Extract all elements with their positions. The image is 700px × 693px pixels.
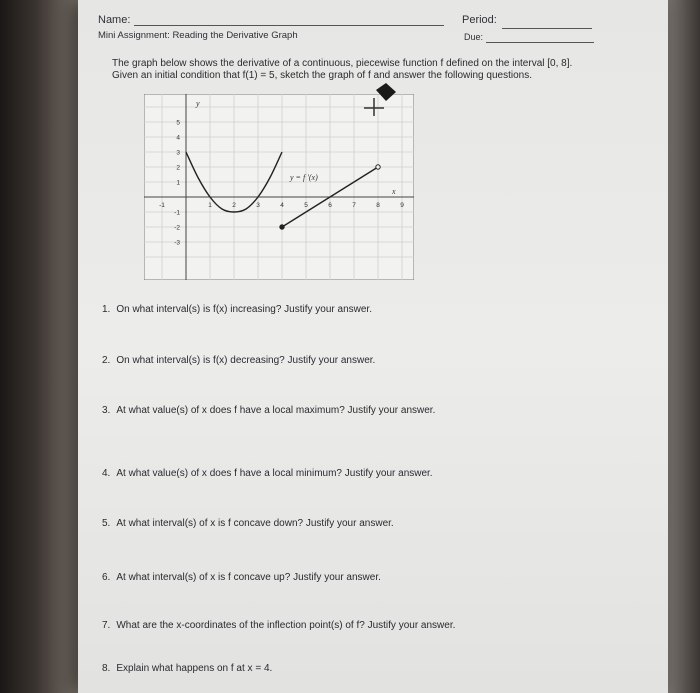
derivative-graph: [144, 94, 414, 280]
worksheet-page: [78, 0, 668, 693]
instructions-line-2: Given an initial condition that f(1) = 5, sketch the graph of f and answer the following questions.: [112, 70, 532, 81]
instructions-line-1: The graph below shows the derivative of a continuous, piecewise function f defined on the interval [0, 8].: [112, 58, 573, 69]
question-7: 7. What are the x-coordinates of the inflection point(s) of f? Justify your answer.: [102, 620, 456, 631]
x-tick-label: 2: [232, 202, 236, 209]
question-6: 6. At what interval(s) of x is f concave up? Justify your answer.: [102, 572, 381, 583]
x-tick-label: 8: [376, 202, 380, 209]
curve-label: y = f '(x): [290, 173, 318, 182]
x-tick-label: 7: [352, 202, 356, 209]
x-axis-label: x: [392, 187, 396, 196]
closed-endpoint: [280, 225, 284, 229]
x-tick-label: -1: [159, 202, 165, 209]
x-tick-label: 5: [304, 202, 308, 209]
question-5: 5. At what interval(s) of x is f concave down? Justify your answer.: [102, 518, 394, 529]
question-1: 1. On what interval(s) is f(x) increasing? Justify your answer.: [102, 304, 372, 315]
name-label: Name:: [98, 14, 131, 26]
due-line: [486, 42, 594, 43]
background-left: [0, 0, 90, 693]
question-2: 2. On what interval(s) is f(x) decreasing? Justify your answer.: [102, 355, 376, 366]
y-tick-label: 4: [176, 134, 180, 142]
question-3: 3. At what value(s) of x does f have a local maximum? Justify your answer.: [102, 405, 436, 416]
x-tick-label: 6: [328, 202, 332, 209]
y-tick-label: 3: [176, 149, 180, 157]
move-cursor-icon: [360, 82, 400, 116]
due-label: Due:: [464, 32, 484, 42]
y-tick-label: -1: [174, 209, 180, 217]
instructions: [112, 58, 632, 82]
question-4: 4. At what value(s) of x does f have a local minimum? Justify your answer.: [102, 468, 433, 479]
x-tick-label: 3: [256, 202, 260, 209]
x-tick-label: 4: [280, 202, 284, 209]
question-8: 8. Explain what happens on f at x = 4.: [102, 663, 273, 674]
assignment-title: Mini Assignment: Reading the Derivative Graph: [98, 30, 298, 41]
period-line: [502, 28, 592, 29]
y-axis-label: y: [196, 99, 200, 108]
y-tick-label: -3: [174, 239, 180, 247]
y-tick-label: 5: [176, 119, 180, 127]
y-tick-label: 2: [176, 164, 180, 172]
x-tick-label: 9: [400, 202, 404, 209]
x-tick-label: 1: [208, 202, 212, 209]
y-tick-label: 1: [176, 179, 180, 187]
name-line: [134, 25, 444, 26]
period-label: Period:: [462, 14, 497, 26]
y-tick-label: -2: [174, 224, 180, 232]
open-endpoint: [376, 165, 380, 169]
